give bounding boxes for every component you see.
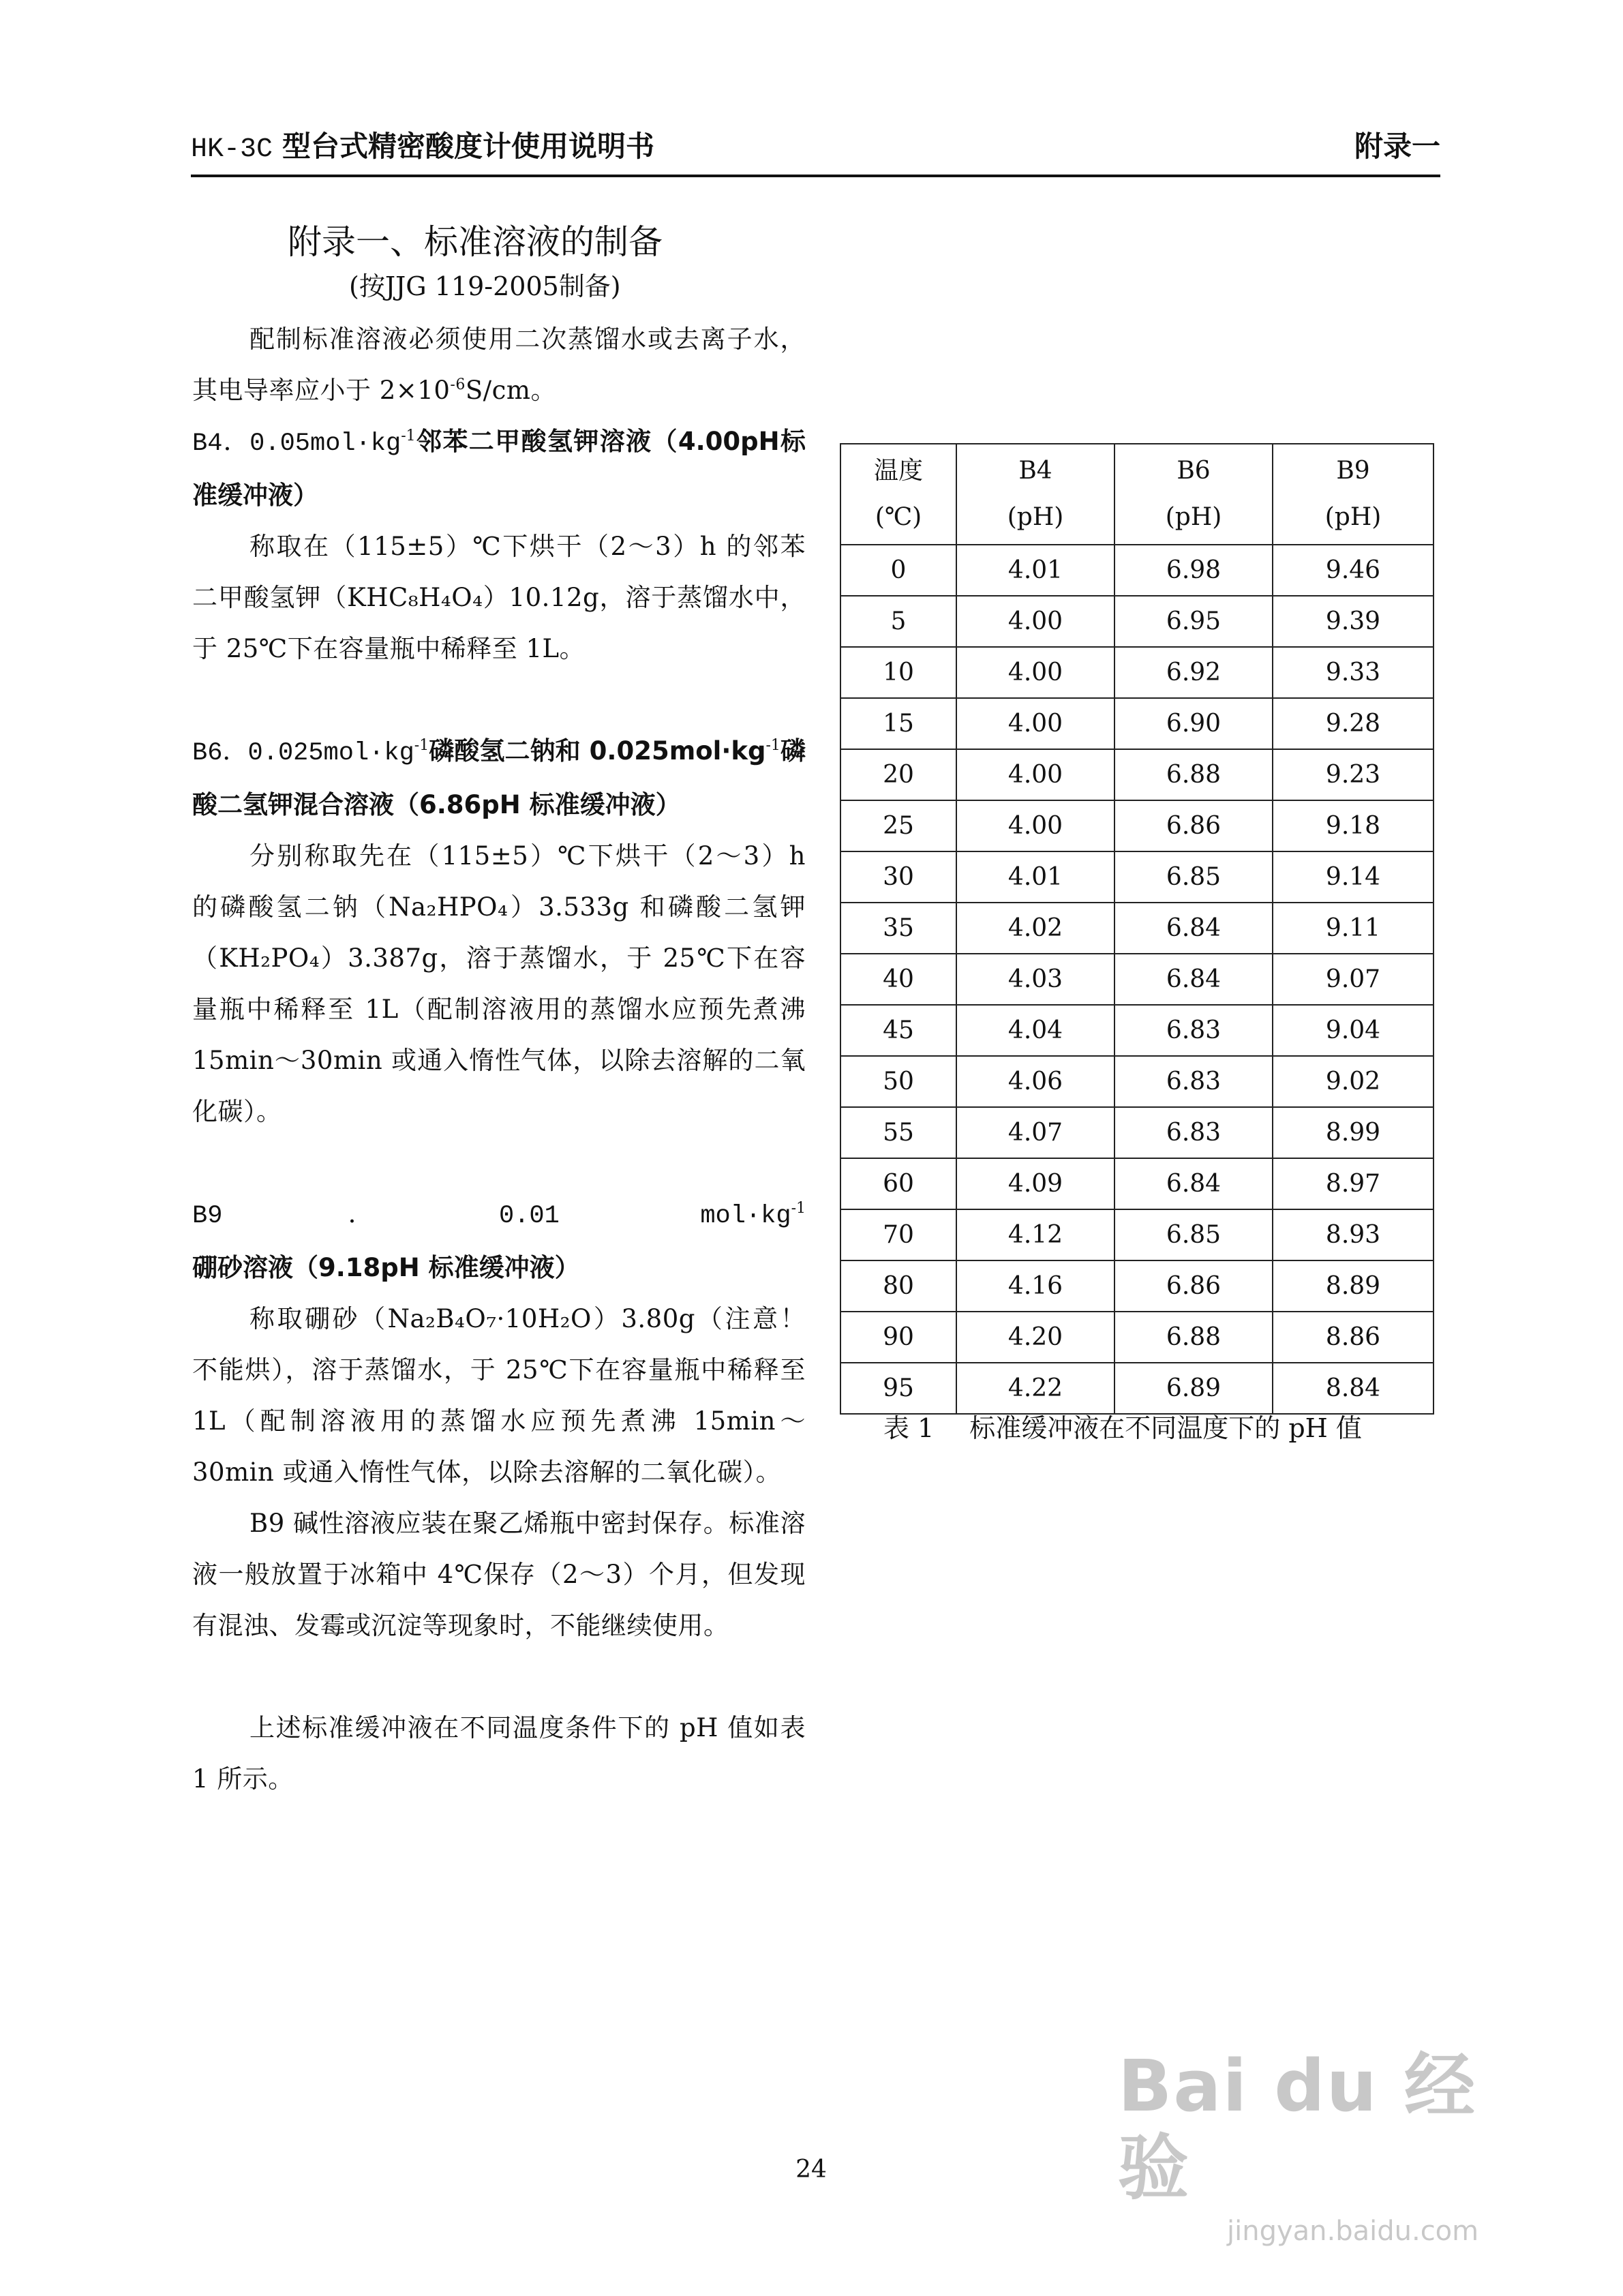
table-cell: 4.01 xyxy=(956,545,1114,596)
table-cell: 35 xyxy=(840,903,956,954)
table-row xyxy=(840,954,1434,1005)
b4-heading-formula: B4．0.05mol·kg xyxy=(192,429,401,458)
intro-sup: -6 xyxy=(450,376,466,393)
table-cell: 9.23 xyxy=(1273,749,1434,800)
table-cell: 9.46 xyxy=(1273,545,1434,596)
table-cell: 6.88 xyxy=(1114,1312,1273,1363)
left-column xyxy=(192,218,806,1804)
table-cell: 6.84 xyxy=(1114,954,1273,1005)
table-cell: 6.85 xyxy=(1114,851,1273,903)
watermark-url: jingyan.baidu.com xyxy=(1227,2216,1479,2247)
table-row xyxy=(840,1005,1434,1056)
header-divider xyxy=(191,175,1440,177)
page-subtitle: (按JJG 119-2005制备) xyxy=(349,271,621,301)
table-cell: 55 xyxy=(840,1107,956,1158)
table-caption xyxy=(883,1411,1362,1445)
table-cell: 8.89 xyxy=(1273,1260,1434,1312)
table-cell: 8.99 xyxy=(1273,1107,1434,1158)
intro-paragraph xyxy=(192,314,806,416)
table-cell: 4.01 xyxy=(956,851,1114,903)
table-row xyxy=(840,1312,1434,1363)
table-cell: 9.18 xyxy=(1273,800,1434,851)
table-cell: 6.98 xyxy=(1114,545,1273,596)
table-cell: 6.83 xyxy=(1114,1107,1273,1158)
table-cell: 4.06 xyxy=(956,1056,1114,1107)
table-header-cell: B4 (pH) xyxy=(956,444,1114,545)
table-cell: 90 xyxy=(840,1312,956,1363)
b4-heading xyxy=(192,416,806,521)
b4-heading-text: 邻苯二甲酸氢钾溶液（4.00pH标准缓冲液） xyxy=(192,427,806,510)
table-cell: 4.12 xyxy=(956,1209,1114,1260)
table-cell: 9.04 xyxy=(1273,1005,1434,1056)
b6-heading-formula: B6．0.025mol·kg xyxy=(192,739,414,768)
table-cell: 4.04 xyxy=(956,1005,1114,1056)
table-cell: 15 xyxy=(840,698,956,749)
table-cell: 6.86 xyxy=(1114,800,1273,851)
table-cell: 45 xyxy=(840,1005,956,1056)
table-cell: 9.02 xyxy=(1273,1056,1434,1107)
table-cell: 4.09 xyxy=(956,1158,1114,1209)
table-header-cell: B6 (pH) xyxy=(1114,444,1273,545)
table-cell: 6.84 xyxy=(1114,1158,1273,1209)
table-caption-label: 表 1 xyxy=(883,1413,935,1443)
closing-paragraph: 上述标准缓冲液在不同温度条件下的 pH 值如表 1 所示。 xyxy=(192,1713,806,1794)
table-header-cell: 温度 (℃) xyxy=(840,444,956,545)
spacer xyxy=(192,1651,806,1702)
b4-heading-sup: -1 xyxy=(401,427,416,444)
table-cell: 20 xyxy=(840,749,956,800)
watermark-logo: Bai du 经验 xyxy=(1118,2044,1476,2209)
table-header-row xyxy=(840,444,1434,545)
header-doc-title: 型台式精密酸度计使用说明书 xyxy=(282,130,655,163)
table-cell: 50 xyxy=(840,1056,956,1107)
page-title: 附录一、标准溶液的制备 xyxy=(288,222,663,262)
table-cell: 6.95 xyxy=(1114,596,1273,647)
table-row xyxy=(840,596,1434,647)
table-cell: 8.93 xyxy=(1273,1209,1434,1260)
table-cell: 9.11 xyxy=(1273,903,1434,954)
table-row xyxy=(840,749,1434,800)
b9-heading xyxy=(192,1188,806,1293)
table-cell: 9.28 xyxy=(1273,698,1434,749)
header-title xyxy=(191,130,654,167)
table-cell: 6.88 xyxy=(1114,749,1273,800)
b9-heading-sup: -1 xyxy=(791,1200,806,1217)
b6-heading xyxy=(192,725,806,830)
b9-heading-text: 硼砂溶液（9.18pH 标准缓冲液） xyxy=(192,1253,580,1282)
b6-heading-sup-2: -1 xyxy=(765,737,780,754)
table-cell: 0 xyxy=(840,545,956,596)
b6-heading-sup-1: -1 xyxy=(414,737,429,754)
table-cell: 4.02 xyxy=(956,903,1114,954)
b9-heading-formula: B9．0.01 mol·kg xyxy=(192,1202,791,1230)
table-cell: 4.16 xyxy=(956,1260,1114,1312)
b6-body: 分别称取先在（115±5）℃下烘干（2～3）h 的磷酸氢二钠（Na₂HPO₄）3.533g 和磷酸二氢钾（KH₂PO₄）3.387g，溶于蒸馏水，于 25℃下在容量瓶中稀释至 1L（配制溶液用的蒸馏水应预先煮沸 15min～30min 或通入惰性气体，以除去溶解的二氧化碳）。 xyxy=(192,841,806,1126)
table-cell: 5 xyxy=(840,596,956,647)
table-cell: 4.00 xyxy=(956,647,1114,698)
b6-heading-text-1: 磷酸氢二钠和 0.025mol·kg xyxy=(429,736,766,766)
table-cell: 4.00 xyxy=(956,800,1114,851)
table-cell: 6.83 xyxy=(1114,1056,1273,1107)
intro-tail: S/cm。 xyxy=(465,376,556,405)
table-row xyxy=(840,698,1434,749)
table-cell: 8.97 xyxy=(1273,1158,1434,1209)
table-row xyxy=(840,545,1434,596)
ph-table xyxy=(840,443,1434,1415)
spacer xyxy=(192,674,806,725)
table-cell: 95 xyxy=(840,1363,956,1414)
header-model: HK-3C xyxy=(191,134,273,165)
table-cell: 4.07 xyxy=(956,1107,1114,1158)
table-row xyxy=(840,1056,1434,1107)
table-row xyxy=(840,800,1434,851)
table-cell: 6.89 xyxy=(1114,1363,1273,1414)
table-cell: 9.39 xyxy=(1273,596,1434,647)
table-header-cell: B9 (pH) xyxy=(1273,444,1434,545)
table-row xyxy=(840,1158,1434,1209)
b6-heading-text-2: 磷酸二氢钾混合溶液（6.86pH 标准缓冲液） xyxy=(192,736,806,819)
table-cell: 60 xyxy=(840,1158,956,1209)
table-cell: 4.20 xyxy=(956,1312,1114,1363)
table-caption-text: 标准缓冲液在不同温度下的 pH 值 xyxy=(969,1413,1362,1443)
table-row xyxy=(840,1107,1434,1158)
table-cell: 70 xyxy=(840,1209,956,1260)
spacer xyxy=(192,1137,806,1188)
table-cell: 4.00 xyxy=(956,596,1114,647)
b9-storage: B9 碱性溶液应装在聚乙烯瓶中密封保存。标准溶液一般放置于冰箱中 4℃保存（2～3）个月，但发现有混浊、发霉或沉淀等现象时，不能继续使用。 xyxy=(192,1509,806,1640)
table-row xyxy=(840,1363,1434,1414)
b4-body: 称取在（115±5）℃下烘干（2～3）h 的邻苯二甲酸氢钾（KHC₈H₄O₄）10.12g，溶于蒸馏水中，于 25℃下在容量瓶中稀释至 1L。 xyxy=(192,532,806,663)
table-cell: 6.86 xyxy=(1114,1260,1273,1312)
table-cell: 6.83 xyxy=(1114,1005,1273,1056)
table-cell: 6.92 xyxy=(1114,647,1273,698)
table-cell: 4.00 xyxy=(956,698,1114,749)
table-cell: 9.33 xyxy=(1273,647,1434,698)
table-cell: 4.03 xyxy=(956,954,1114,1005)
table-cell: 6.90 xyxy=(1114,698,1273,749)
table-row xyxy=(840,647,1434,698)
table-cell: 25 xyxy=(840,800,956,851)
table-cell: 4.00 xyxy=(956,749,1114,800)
table-cell: 4.22 xyxy=(956,1363,1114,1414)
b9-body: 称取硼砂（Na₂B₄O₇·10H₂O）3.80g（注意！不能烘），溶于蒸馏水，于 25℃下在容量瓶中稀释至 1L（配制溶液用的蒸馏水应预先煮沸 15min～30min 或通入惰性气体，以除去溶解的二氧化碳）。 xyxy=(192,1304,806,1487)
table-cell: 9.14 xyxy=(1273,851,1434,903)
table-row xyxy=(840,851,1434,903)
intro-text: 配制标准溶液必须使用二次蒸馏水或去离子水，其电导率应小于 2×10 xyxy=(192,324,806,405)
header-section: 附录一 xyxy=(1354,130,1440,163)
table-cell: 40 xyxy=(840,954,956,1005)
table-row xyxy=(840,1209,1434,1260)
table-cell: 6.84 xyxy=(1114,903,1273,954)
table-cell: 8.84 xyxy=(1273,1363,1434,1414)
page-number: 24 xyxy=(795,2156,827,2184)
table-cell: 10 xyxy=(840,647,956,698)
table-row xyxy=(840,903,1434,954)
table-row xyxy=(840,1260,1434,1312)
table-cell: 30 xyxy=(840,851,956,903)
table-cell: 9.07 xyxy=(1273,954,1434,1005)
watermark xyxy=(1118,2045,1527,2250)
table-cell: 6.85 xyxy=(1114,1209,1273,1260)
table-cell: 8.86 xyxy=(1273,1312,1434,1363)
table-cell: 80 xyxy=(840,1260,956,1312)
